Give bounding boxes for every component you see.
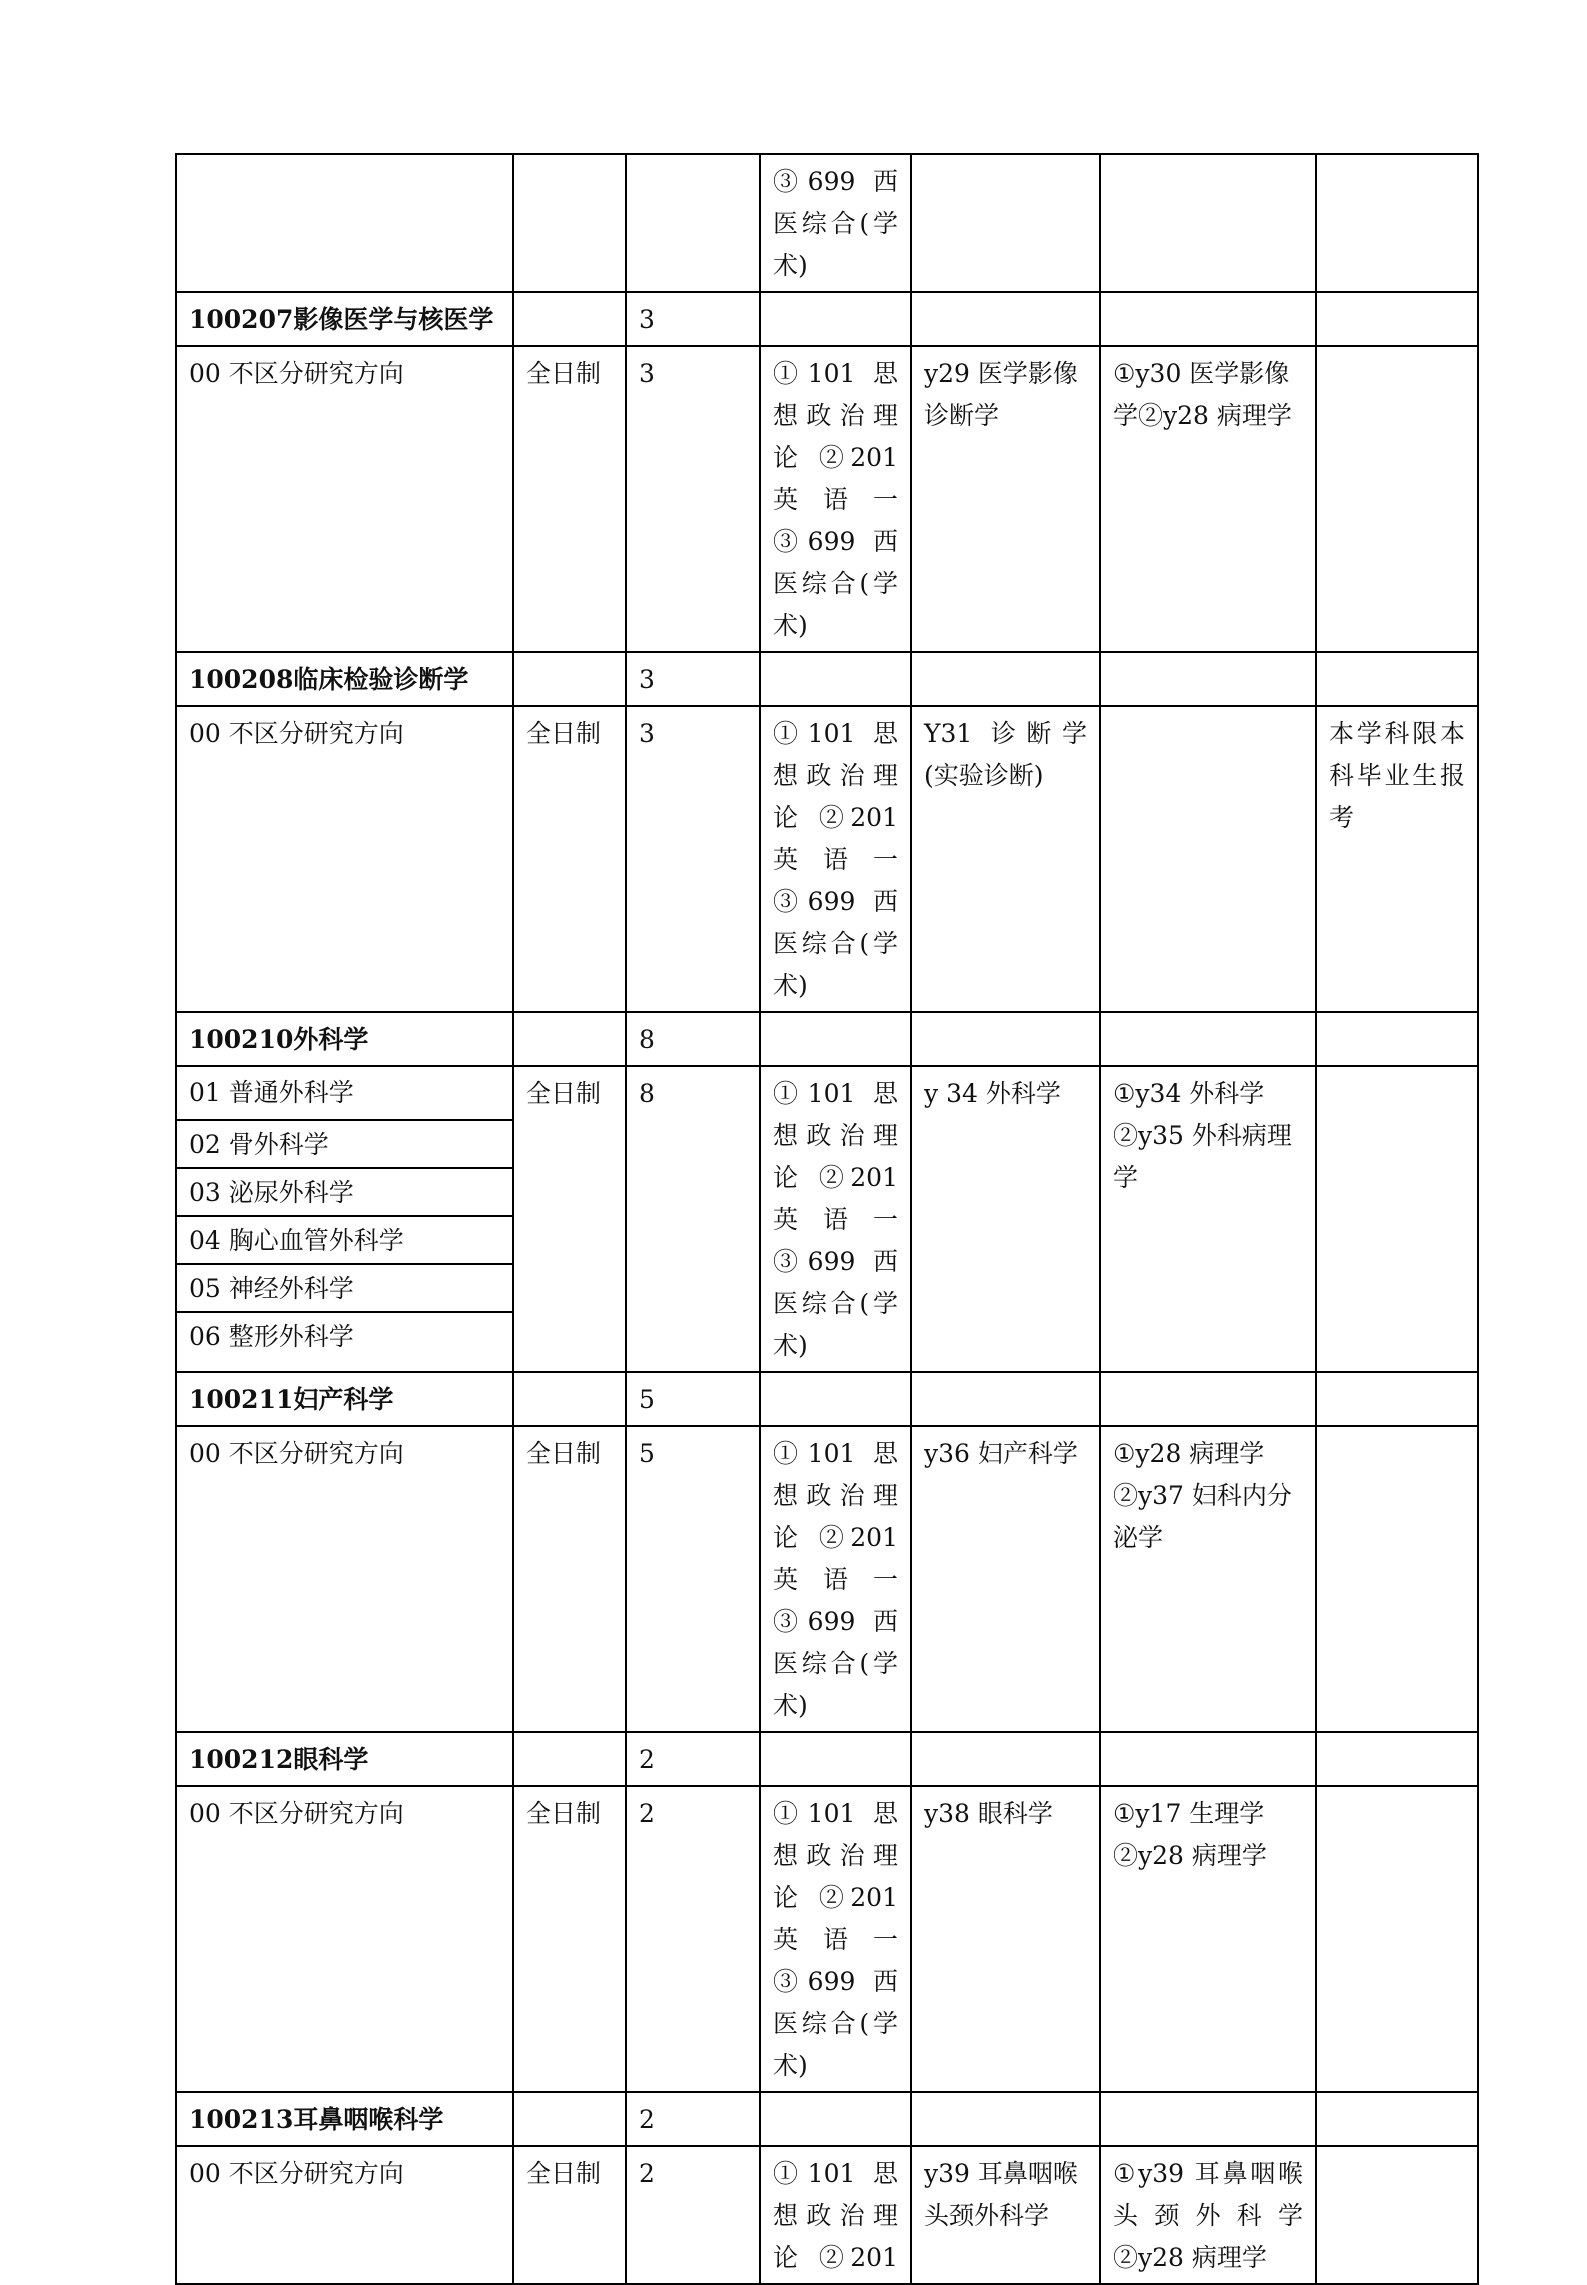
section-exam (760, 1732, 911, 1786)
direction-item: 02 骨外科学 (177, 1121, 512, 1169)
section-retest (911, 1012, 1100, 1066)
exam-line: 想政治理 (773, 1121, 898, 1150)
exam-line: ③699 西 (773, 1607, 898, 1636)
exam-line: ③699 西 (773, 887, 898, 916)
exam-line: ③699 西 (773, 1247, 898, 1276)
exam-subjects-cell (760, 346, 911, 652)
exam-line: 医综合(学 (773, 1289, 898, 1318)
exam-subjects-cell (760, 1426, 911, 1732)
section-exam (760, 1372, 911, 1426)
mode-cell: 全日制 (513, 346, 626, 652)
exam-line: 论 ②201 (773, 1523, 898, 1552)
mode-cell: 全日制 (513, 1426, 626, 1732)
exam-line: ①101 思 (773, 1439, 898, 1468)
exam-line: 想政治理 (773, 1481, 898, 1510)
section-note (1316, 652, 1478, 706)
section-equal (1100, 2092, 1316, 2146)
section-detail-row (176, 1786, 1478, 2092)
exam-line: ①101 思 (773, 359, 898, 388)
equal-level-cell: ①y39 耳鼻咽喉头颈外科学②y28 病理学 (1100, 2146, 1316, 2284)
exam-line: 术) (773, 971, 808, 1000)
exam-line: 想政治理 (773, 761, 898, 790)
exam-line: 论 ②201 (773, 443, 898, 472)
section-mode (513, 1732, 626, 1786)
equal-level-cell (1100, 154, 1316, 292)
exam-line: 术) (773, 1691, 808, 1720)
section-count: 8 (626, 1012, 760, 1066)
section-count: 3 (626, 652, 760, 706)
section-retest (911, 292, 1100, 346)
exam-line: ①101 思 (773, 719, 898, 748)
section-note (1316, 1732, 1478, 1786)
exam-line: 术) (773, 611, 808, 640)
retest-cell: y 34 外科学 (911, 1066, 1100, 1372)
exam-line: 想政治理 (773, 2201, 898, 2230)
count-cell: 5 (626, 1426, 760, 1732)
note-cell (1316, 1066, 1478, 1372)
mode-cell (513, 154, 626, 292)
mode-cell: 全日制 (513, 2146, 626, 2284)
exam-line: 论 ②201 (773, 1883, 898, 1912)
exam-line: 医综合(学 (773, 209, 898, 238)
exam-subjects-cell (760, 2146, 911, 2284)
count-cell: 3 (626, 706, 760, 1012)
exam-line: 英 语 一 (773, 1925, 898, 1954)
retest-cell: y39 耳鼻咽喉头颈外科学 (911, 2146, 1100, 2284)
section-code-name: 100210外科学 (176, 1012, 513, 1066)
direction-cell: 00 不区分研究方向 (176, 1426, 513, 1732)
equal-level-cell (1100, 706, 1316, 1012)
section-count: 3 (626, 292, 760, 346)
note-cell (1316, 346, 1478, 652)
exam-line: 英 语 一 (773, 845, 898, 874)
retest-cell: Y31 诊断学(实验诊断) (911, 706, 1100, 1012)
direction-cell: 00 不区分研究方向 (176, 346, 513, 652)
section-header-row (176, 1012, 1478, 1066)
exam-line: ③699 西 (773, 1967, 898, 1996)
section-retest (911, 1372, 1100, 1426)
section-note (1316, 292, 1478, 346)
section-exam (760, 292, 911, 346)
exam-line: 英 语 一 (773, 485, 898, 514)
exam-line: 想政治理 (773, 1841, 898, 1870)
section-equal (1100, 292, 1316, 346)
direction-item: 04 胸心血管外科学 (177, 1217, 512, 1265)
direction-list-cell (176, 1066, 513, 1372)
note-cell (1316, 1426, 1478, 1732)
section-mode (513, 1012, 626, 1066)
section-header-row (176, 1372, 1478, 1426)
section-retest (911, 1732, 1100, 1786)
equal-level-cell: ①y28 病理学②y37 妇科内分泌学 (1100, 1426, 1316, 1732)
equal-level-cell: ①y30 医学影像学②y28 病理学 (1100, 346, 1316, 652)
section-note (1316, 2092, 1478, 2146)
note-cell (1316, 154, 1478, 292)
section-retest (911, 652, 1100, 706)
section-count: 2 (626, 1732, 760, 1786)
section-exam (760, 1012, 911, 1066)
section-count: 5 (626, 1372, 760, 1426)
direction-cell (176, 154, 513, 292)
exam-line: ①101 思 (773, 1799, 898, 1828)
count-cell: 2 (626, 1786, 760, 2092)
continuation-row (176, 154, 1478, 292)
mode-cell: 全日制 (513, 1066, 626, 1372)
count-cell: 3 (626, 346, 760, 652)
section-detail-row (176, 706, 1478, 1012)
section-exam (760, 652, 911, 706)
section-equal (1100, 1012, 1316, 1066)
exam-subjects-cell (760, 1066, 911, 1372)
section-detail-row (176, 1426, 1478, 1732)
section-retest (911, 2092, 1100, 2146)
direction-item: 06 整形外科学 (189, 1322, 354, 1351)
section-mode (513, 292, 626, 346)
exam-line: ①101 思 (773, 2159, 898, 2188)
section-code-name: 100213耳鼻咽喉科学 (176, 2092, 513, 2146)
exam-line: ③699 西 (773, 527, 898, 556)
mode-cell: 全日制 (513, 706, 626, 1012)
note-cell (1316, 2146, 1478, 2284)
section-equal (1100, 652, 1316, 706)
exam-line: 论 ②201 (773, 1163, 898, 1192)
exam-subjects-cell (760, 154, 911, 292)
note-cell (1316, 1786, 1478, 2092)
retest-cell (911, 154, 1100, 292)
section-detail-row (176, 1066, 1478, 1372)
exam-line: 医综合(学 (773, 569, 898, 598)
exam-line: 想政治理 (773, 401, 898, 430)
section-mode (513, 652, 626, 706)
exam-line: 术) (773, 2051, 808, 2080)
exam-line: ①101 思 (773, 1079, 898, 1108)
retest-cell: y38 眼科学 (911, 1786, 1100, 2092)
section-mode (513, 2092, 626, 2146)
admissions-table (175, 153, 1479, 2285)
equal-level-cell: ①y34 外科学②y35 外科病理学 (1100, 1066, 1316, 1372)
section-equal (1100, 1732, 1316, 1786)
count-cell (626, 154, 760, 292)
exam-line: 医综合(学 (773, 2009, 898, 2038)
section-code-name: 100207影像医学与核医学 (176, 292, 513, 346)
exam-line: 英 语 一 (773, 1205, 898, 1234)
retest-cell: y29 医学影像诊断学 (911, 346, 1100, 652)
exam-line: 术) (773, 1331, 808, 1360)
section-header-row (176, 2092, 1478, 2146)
section-code-name: 100208临床检验诊断学 (176, 652, 513, 706)
direction-item: 05 神经外科学 (177, 1265, 512, 1313)
exam-line: ③699 西 (773, 167, 898, 196)
exam-subjects-cell (760, 1786, 911, 2092)
section-detail-row (176, 2146, 1478, 2284)
exam-line: 论 ②201 (773, 2243, 898, 2272)
direction-item: 03 泌尿外科学 (177, 1169, 512, 1217)
direction-cell: 00 不区分研究方向 (176, 706, 513, 1012)
section-count: 2 (626, 2092, 760, 2146)
exam-line: 英 语 一 (773, 1565, 898, 1594)
exam-line: 医综合(学 (773, 929, 898, 958)
exam-subjects-cell (760, 706, 911, 1012)
exam-line: 论 ②201 (773, 803, 898, 832)
direction-item: 01 普通外科学 (177, 1067, 512, 1121)
section-note (1316, 1012, 1478, 1066)
section-detail-row (176, 346, 1478, 652)
section-header-row (176, 1732, 1478, 1786)
direction-cell: 00 不区分研究方向 (176, 1786, 513, 2092)
section-note (1316, 1372, 1478, 1426)
section-exam (760, 2092, 911, 2146)
count-cell: 2 (626, 2146, 760, 2284)
mode-cell: 全日制 (513, 1786, 626, 2092)
section-mode (513, 1372, 626, 1426)
section-equal (1100, 1372, 1316, 1426)
section-code-name: 100211妇产科学 (176, 1372, 513, 1426)
count-cell: 8 (626, 1066, 760, 1372)
section-code-name: 100212眼科学 (176, 1732, 513, 1786)
exam-line: 术) (773, 251, 808, 280)
equal-level-cell: ①y17 生理学②y28 病理学 (1100, 1786, 1316, 2092)
section-header-row (176, 292, 1478, 346)
direction-cell: 00 不区分研究方向 (176, 2146, 513, 2284)
note-cell: 本学科限本科毕业生报考 (1316, 706, 1478, 1012)
retest-cell: y36 妇产科学 (911, 1426, 1100, 1732)
exam-line: 医综合(学 (773, 1649, 898, 1678)
section-header-row (176, 652, 1478, 706)
